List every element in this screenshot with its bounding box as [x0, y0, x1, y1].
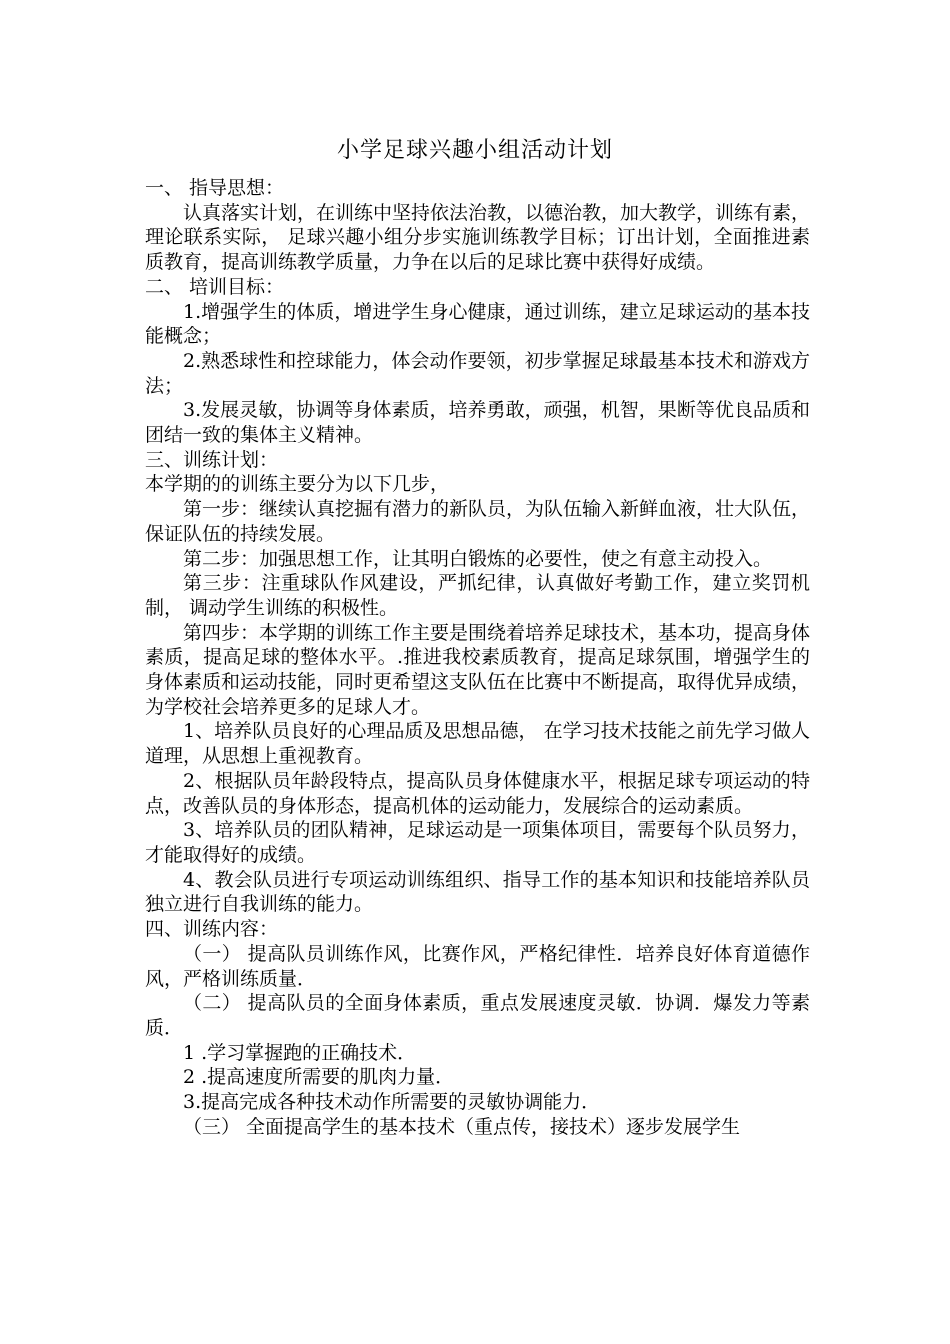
document-body [145, 176, 810, 1139]
paragraph: 第三步：注重球队作风建设，严抓纪律，认真做好考勤工作，建立奖罚机制， 调动学生训练的积极性。 [145, 572, 810, 619]
paragraph: 3、培养队员的团队精神，足球运动是一项集体项目，需要每个队员努力，才能取得好的成绩。 [145, 819, 810, 866]
document-title: 小学足球兴趣小组活动计划 [336, 138, 613, 163]
section-heading: 四、训练内容： [145, 918, 279, 941]
paragraph: （一） 提高队员训练作风，比赛作风，严格纪律性．培养良好体育道德作风，严格训练质量． [145, 942, 810, 990]
paragraph: 本学期的的训练主要分为以下几步， [145, 473, 450, 496]
paragraph: 第四步：本学期的训练工作主要是围绕着培养足球技术，基本功，提高身体素质，提高足球的整体水平。.推进我校素质教育，提高足球氛围，增强学生的身体素质和运动技能，同时更希望这支队伍在比赛中不断提高，取得优异成绩，为学校社会培养更多的足球人才。 [145, 621, 811, 718]
paragraph: 1 .学习掌握跑的正确技术． [183, 1041, 417, 1064]
paragraph: 认真落实计划，在训练中坚持依法治教，以德治教，加大教学，训练有素，理论联系实际， 足球兴趣小组分步实施训练教学目标；订出计划，全面推进素质教育，提高训练教学质量，力争在以后的足球比赛中获得好成绩。 [145, 201, 811, 274]
paragraph: 1、培养队员良好的心理品质及思想品德， 在学习技术技能之前先学习做人道理，从思想上重视教育。 [145, 720, 810, 768]
paragraph: （二） 提高队员的全面身体素质，重点发展速度灵敏．协调．爆发力等素质． [145, 992, 810, 1039]
paragraph: 2 .提高速度所需要的肌肉力量． [183, 1066, 455, 1089]
paragraph: 4、教会队员进行专项运动训练组织、指导工作的基本知识和技能培养队员独立进行自我训练的能力。 [145, 868, 810, 916]
paragraph: 2、根据队员年龄段特点，提高队员身体健康水平，根据足球专项运动的特点，改善队员的身体形态，提高机体的运动能力，发展综合的运动素质。 [145, 769, 810, 817]
paragraph: 2.熟悉球性和控球能力，体会动作要领，初步掌握足球最基本技术和游戏方法； [145, 349, 810, 397]
section-heading: 二、 培训目标： [145, 275, 285, 298]
section-heading: 一、 指导思想： [145, 177, 285, 199]
paragraph: 3.发展灵敏，协调等身体素质，培养勇敢，顽强，机智，果断等优良品质和团结一致的集体主义精神。 [145, 399, 810, 447]
paragraph: 1.增强学生的体质，增进学生身心健康，通过训练，建立足球运动的基本技能概念； [145, 300, 810, 348]
paragraph: （三） 全面提高学生的基本技术（重点传，接技术）逐步发展学生 [183, 1115, 741, 1138]
paragraph: 3.提高完成各种技术动作所需要的灵敏协调能力． [183, 1091, 601, 1114]
section-heading: 三、训练计划： [145, 448, 279, 471]
paragraph: 第一步：继续认真挖掘有潜力的新队员，为队伍输入新鲜血液，壮大队伍，保证队伍的持续发展。 [145, 498, 811, 545]
paragraph: 第二步：加强思想工作，让其明白锻炼的必要性，使之有意主动投入。 [183, 547, 773, 570]
